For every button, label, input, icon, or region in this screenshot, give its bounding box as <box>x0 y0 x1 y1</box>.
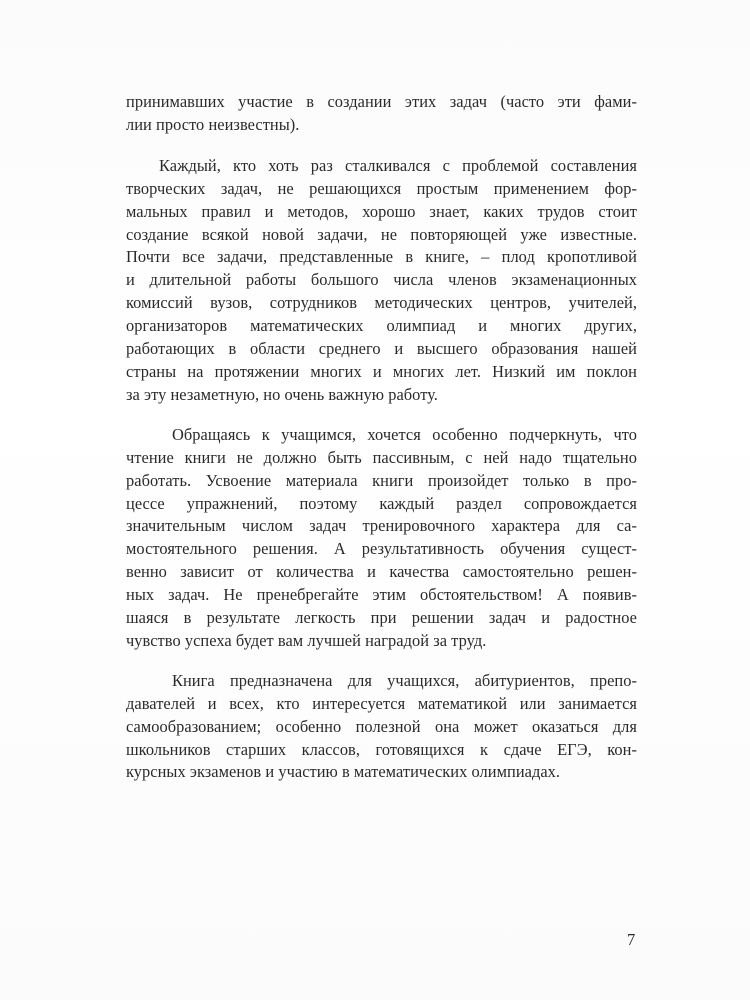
text-line: страны на протяжении многих и многих лет. Низкий им поклон <box>126 361 637 381</box>
text-line: Обращаясь к учащимся, хочется особенно подчеркнуть, что <box>172 424 637 444</box>
text-line: творческих задач, не решающихся простым применением фор- <box>126 178 637 198</box>
text-line: создание всякой новой задачи, не повторяющей уже известные. <box>126 224 637 244</box>
text-line: мостоятельного решения. А результативность обучения сущест- <box>126 539 637 559</box>
text-line: курсных экзаменов и участию в математических олимпиадах. <box>126 762 561 782</box>
text-line: самообразованием; особенно полезной она может оказаться для <box>126 716 637 736</box>
text-line: за эту незаметную, но очень важную работу. <box>126 384 438 404</box>
paragraph-continuation <box>126 91 637 137</box>
text-line: шаяся в результате легкость при решении задач и радостное <box>126 608 637 628</box>
text-line: и длительной работы большого числа членов экзаменационных <box>126 270 637 290</box>
text-line: венно зависит от количества и качества самостоятельно решен- <box>126 562 637 582</box>
body-text <box>126 91 637 784</box>
paragraph-acknowledgement <box>126 155 637 407</box>
page-number: 7 <box>627 930 636 949</box>
text-line: комиссий вузов, сотрудников методических центров, учителей, <box>126 293 637 313</box>
text-line: Почти все задачи, представленные в книге, – плод кропотливой <box>126 247 637 267</box>
paragraph-students <box>126 424 637 653</box>
text-line: чтение книги не должно быть пассивным, с ней надо тщательно <box>126 447 637 467</box>
text-line: школьников старших классов, готовящихся к сдаче ЕГЭ, кон- <box>126 739 637 759</box>
text-line: цессе упражнений, поэтому каждый раздел сопровождается <box>126 493 637 513</box>
text-line: лии просто неизвестны). <box>126 114 300 134</box>
text-line: давателей и всех, кто интересуется математикой или занимается <box>126 693 637 713</box>
text-line: работающих в области среднего и высшего образования нашей <box>126 339 637 359</box>
text-line: чувство успеха будет вам лучшей наградой за труд. <box>126 630 487 650</box>
text-line: работать. Усвоение материала книги произойдет только в про- <box>126 470 637 490</box>
text-line: организаторов математических олимпиад и многих других, <box>126 316 637 336</box>
paragraph-audience <box>126 670 637 785</box>
text-line: значительным числом задач тренировочного характера для са- <box>126 516 637 536</box>
text-line: мальных правил и методов, хорошо знает, каких трудов стоит <box>126 201 637 221</box>
text-line: Книга предназначена для учащихся, абитуриентов, препо- <box>172 670 637 690</box>
text-line: Каждый, кто хоть раз сталкивался с проблемой составления <box>159 155 637 175</box>
text-line: ных задач. Не пренебрегайте этим обстоятельством! А появив- <box>126 585 637 605</box>
text-line: принимавших участие в создании этих задач (часто эти фами- <box>126 92 637 111</box>
